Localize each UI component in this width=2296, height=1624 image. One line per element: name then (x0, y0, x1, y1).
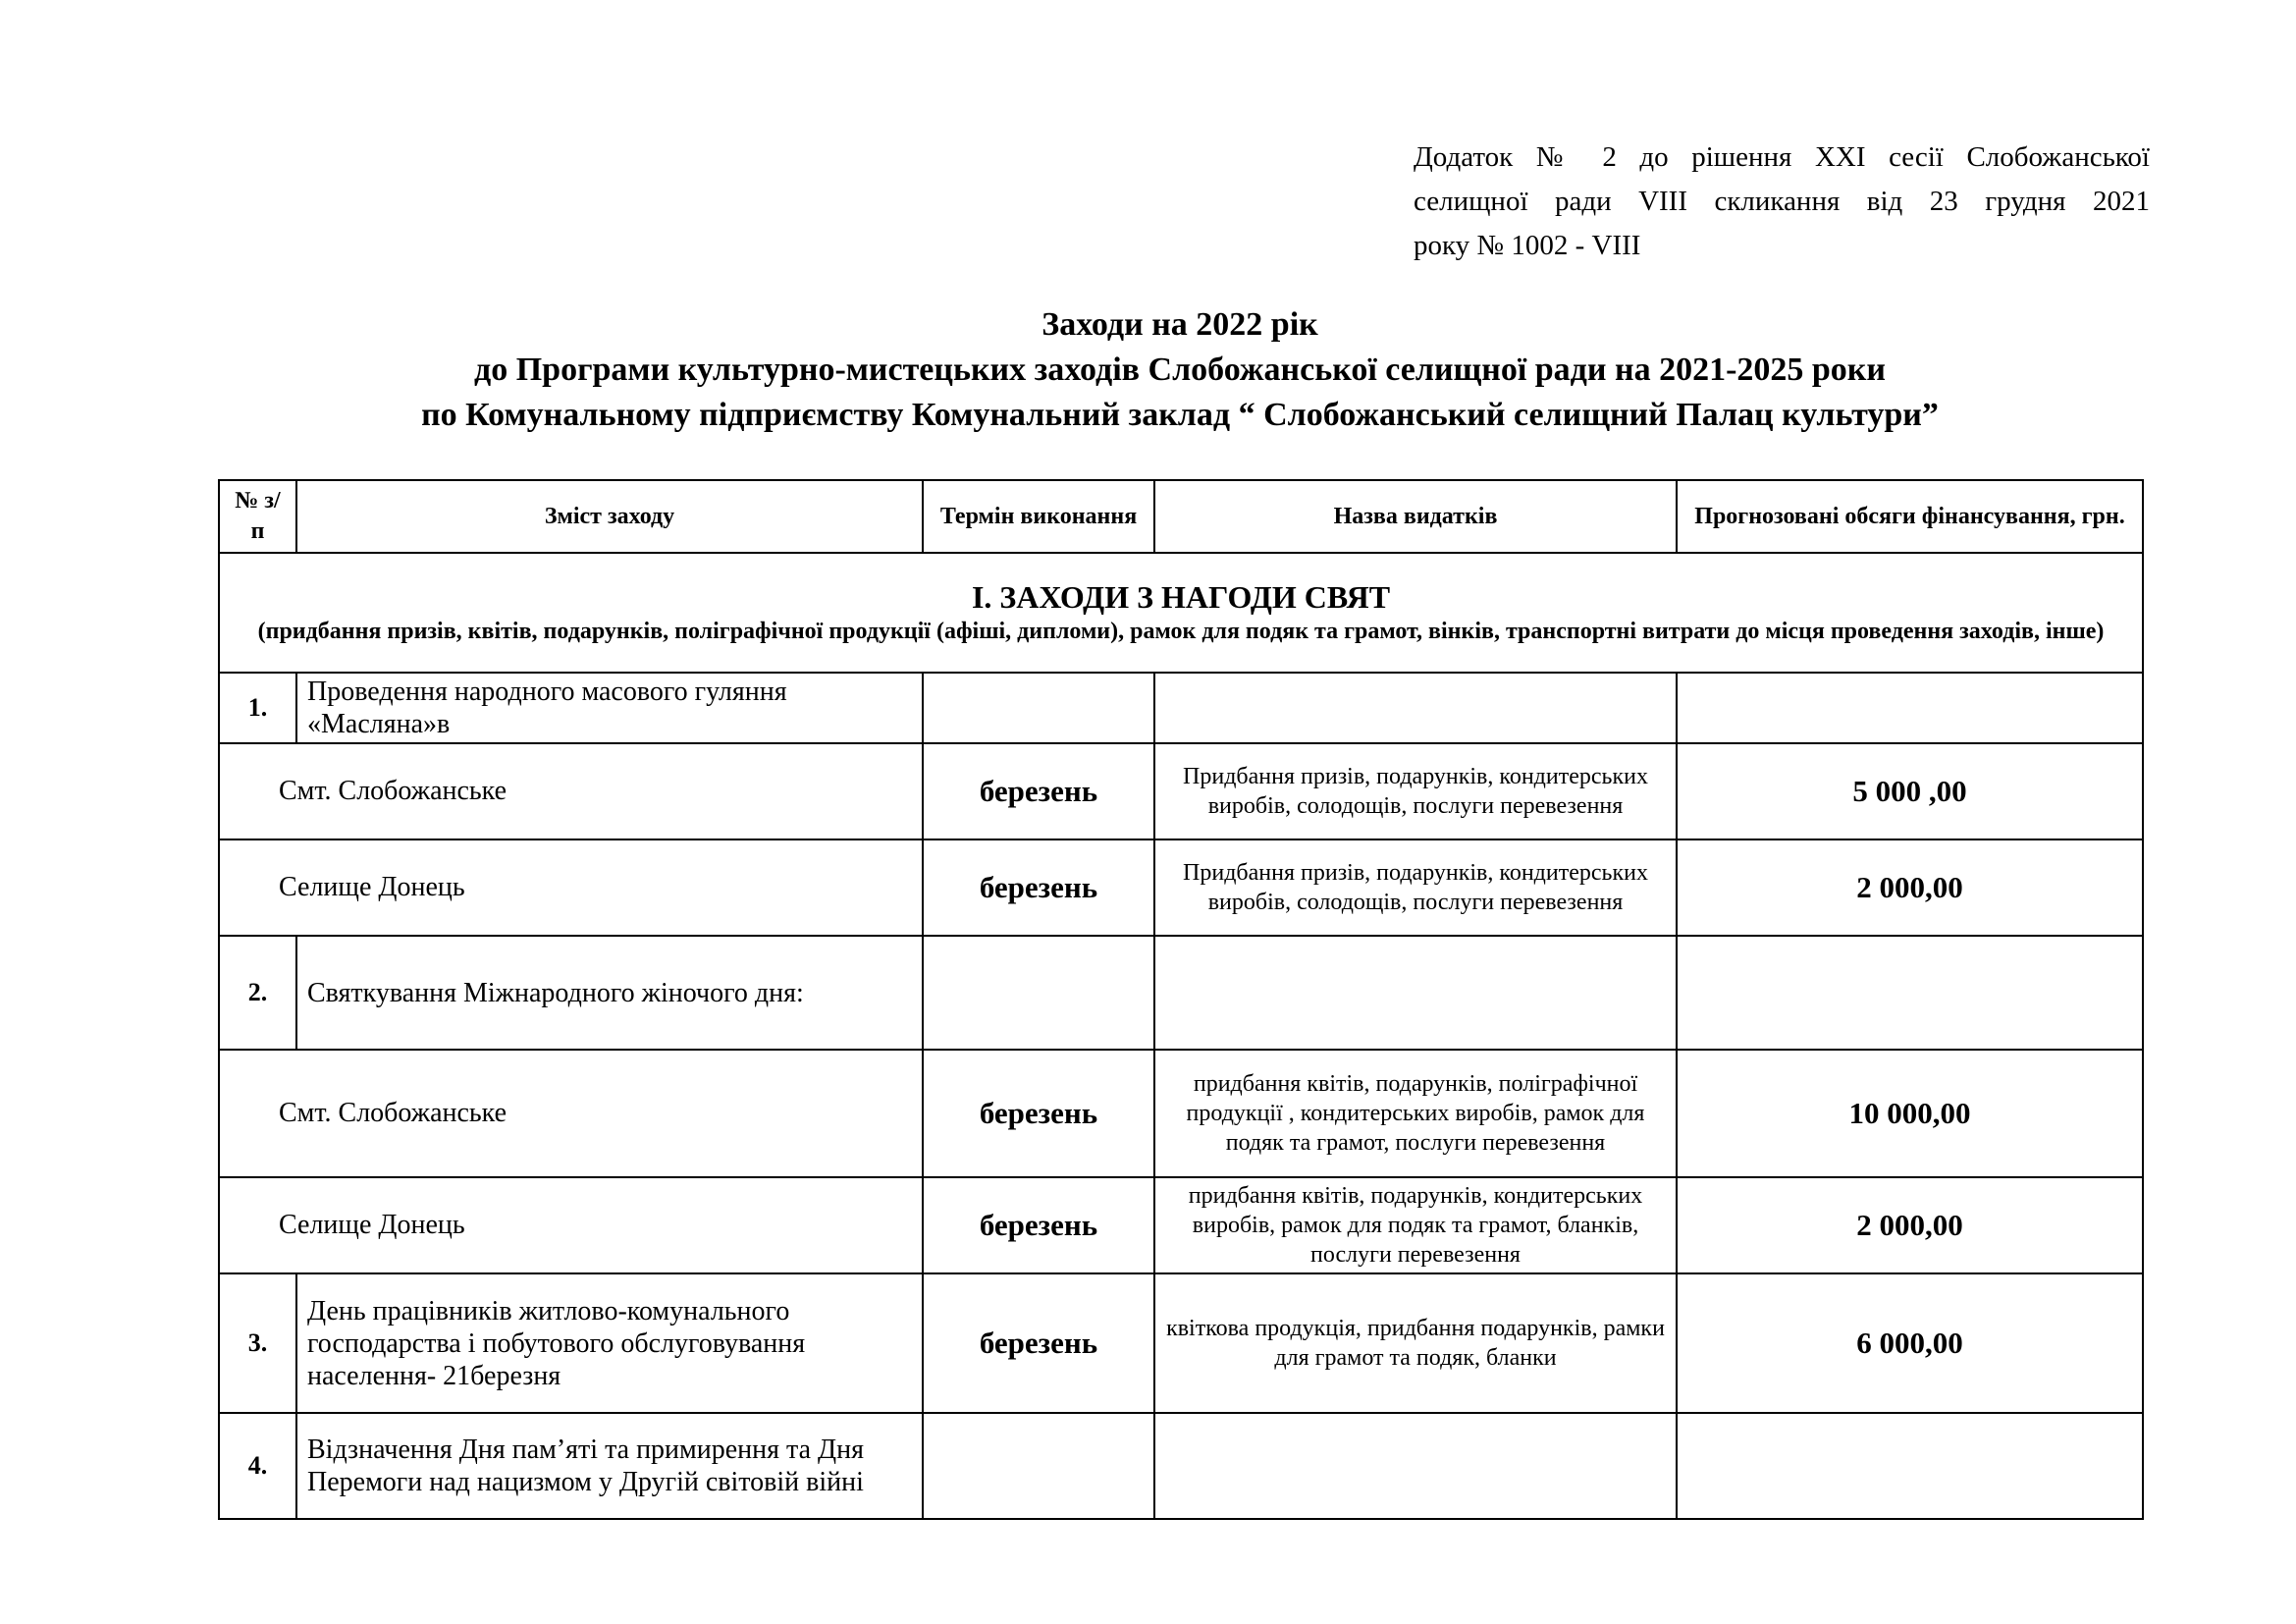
row-term: березень (923, 743, 1154, 839)
header-num: № з/п (219, 480, 296, 553)
row-expenses: придбання квітів, подарунків, кондитерських виробів, рамок для подяк та грамот, бланків, послуги перевезення (1154, 1177, 1677, 1273)
addendum-line-3: року № 1002 - VIII (1414, 230, 1641, 261)
row-content: Селище Донець (219, 839, 923, 936)
section-note: (придбання призів, квітів, подарунків, поліграфічної продукції (афіші, дипломи), рамок для подяк та грамот, вінків, транспортні витрати до місця проведення заходів, інше) (257, 619, 2105, 644)
row-content: Проведення народного масового гуляння «Масляна»в (296, 673, 923, 743)
header-expenses: Назва видатків (1154, 480, 1677, 553)
title-line-1: Заходи на 2022 рік (1041, 306, 1318, 343)
table-row (219, 1177, 2143, 1273)
row-expenses (1154, 1413, 1677, 1519)
table-row (219, 1273, 2143, 1413)
row-expenses: Придбання призів, подарунків, кондитерських виробів, солодощів, послуги перевезення (1154, 839, 1677, 936)
row-term: березень (923, 1050, 1154, 1177)
row-num: 2. (219, 936, 296, 1050)
row-term (923, 1413, 1154, 1519)
section-row (219, 553, 2143, 673)
row-term (923, 936, 1154, 1050)
row-content: Смт. Слобожанське (219, 743, 923, 839)
row-amount: 10 000,00 (1677, 1050, 2143, 1177)
row-term: березень (923, 1273, 1154, 1413)
section-cell (219, 553, 2143, 673)
table-row (219, 1050, 2143, 1177)
row-expenses (1154, 936, 1677, 1050)
row-term (923, 673, 1154, 743)
table-header-row (219, 480, 2143, 553)
addendum-line-2: селищної ради VIII скликання від 23 грудня 2021 (1414, 186, 2150, 217)
row-amount: 6 000,00 (1677, 1273, 2143, 1413)
row-amount: 2 000,00 (1677, 839, 2143, 936)
row-expenses (1154, 673, 1677, 743)
table-row (219, 936, 2143, 1050)
document-title (218, 302, 2142, 438)
row-content: Селище Донець (219, 1177, 923, 1273)
title-line-3: по Комунальному підприємству Комунальний заклад “ Слобожанський селищний Палац культури” (421, 397, 1939, 433)
row-amount (1677, 673, 2143, 743)
header-funding: Прогнозовані обсяги фінансування, грн. (1677, 480, 2143, 553)
row-num: 4. (219, 1413, 296, 1519)
table-row (219, 839, 2143, 936)
row-expenses: придбання квітів, подарунків, поліграфічної продукції , кондитерських виробів, рамок для подяк та грамот, послуги перевезення (1154, 1050, 1677, 1177)
header-term: Термін виконання (923, 480, 1154, 553)
section-title: І. ЗАХОДИ З НАГОДИ СВЯТ (971, 579, 1391, 615)
table-row (219, 1413, 2143, 1519)
header-content: Зміст заходу (296, 480, 923, 553)
row-expenses: квіткова продукція, придбання подарунків, рамки для грамот та подяк, бланки (1154, 1273, 1677, 1413)
row-amount: 2 000,00 (1677, 1177, 2143, 1273)
events-table (218, 479, 2144, 1520)
row-content: Смт. Слобожанське (219, 1050, 923, 1177)
row-content: День працівників житлово-комунального господарства і побутового обслуговування населення- 21березня (296, 1273, 923, 1413)
addendum-note (1414, 135, 2150, 268)
row-amount (1677, 936, 2143, 1050)
row-amount (1677, 1413, 2143, 1519)
addendum-line-1: Додаток № 2 до рішення XXI сесії Слобожанської (1414, 141, 2150, 173)
row-term: березень (923, 839, 1154, 936)
row-term: березень (923, 1177, 1154, 1273)
table-row (219, 743, 2143, 839)
table-row (219, 673, 2143, 743)
row-amount: 5 000 ,00 (1677, 743, 2143, 839)
title-line-2: до Програми культурно-мистецьких заходів Слобожанської селищної ради на 2021-2025 роки (474, 352, 1886, 388)
row-num: 3. (219, 1273, 296, 1413)
row-content: Відзначення Дня пам’яті та примирення та Дня Перемоги над нацизмом у Другій світовій війні (296, 1413, 923, 1519)
row-expenses: Придбання призів, подарунків, кондитерських виробів, солодощів, послуги перевезення (1154, 743, 1677, 839)
row-content: Святкування Міжнародного жіночого дня: (296, 936, 923, 1050)
row-num: 1. (219, 673, 296, 743)
